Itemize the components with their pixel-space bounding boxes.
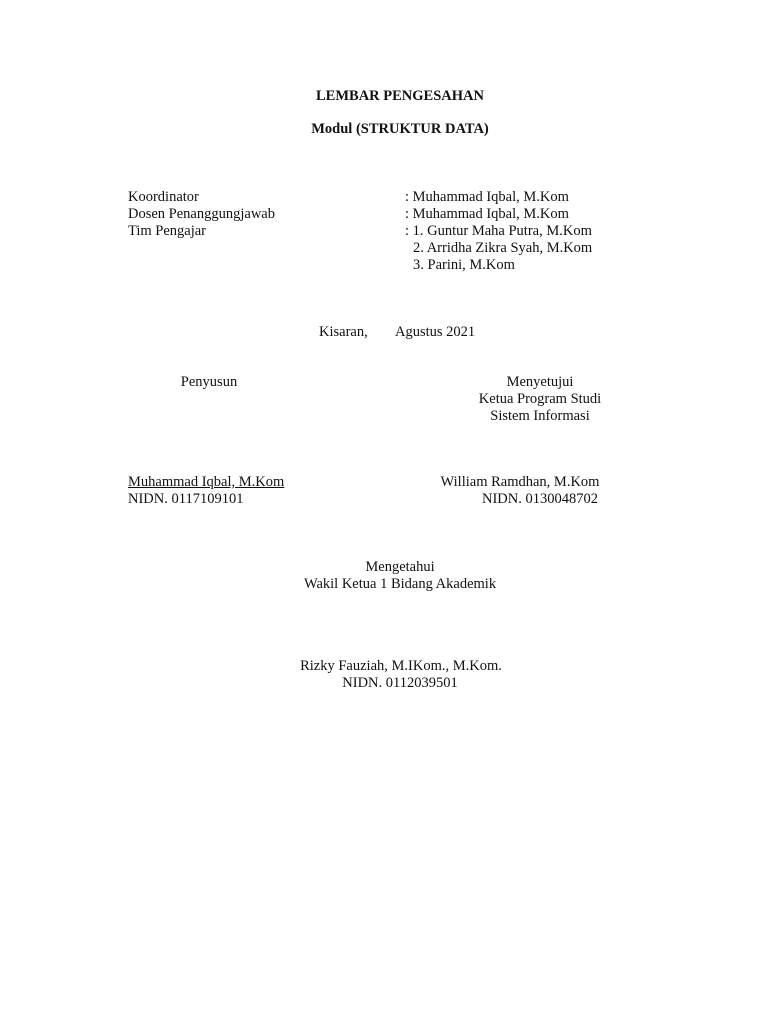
menyetujui-role: Menyetujui (506, 374, 574, 390)
penyusun-name: Muhammad Iqbal, M.Kom (128, 474, 285, 490)
document-title: LEMBAR PENGESAHAN (316, 88, 484, 104)
menyetujui-nidn: NIDN. 0130048702 (482, 491, 598, 507)
menyetujui-role-line3: Sistem Informasi (490, 408, 590, 424)
penyusun-nidn: NIDN. 0117109101 (128, 491, 244, 507)
dosen-label: Dosen Penanggungjawab (128, 206, 275, 222)
tim-member-3: 3. Parini, M.Kom (413, 257, 515, 273)
menyetujui-role-line2: Ketua Program Studi (478, 391, 602, 407)
tim-label: Tim Pengajar (128, 223, 207, 239)
place: Kisaran, (319, 324, 368, 340)
koordinator-value: : Muhammad Iqbal, M.Kom (405, 189, 569, 205)
mengetahui-role: Mengetahui (365, 559, 435, 575)
menyetujui-name: William Ramdhan, M.Kom (440, 474, 600, 490)
date: Agustus 2021 (395, 324, 476, 340)
koordinator-label: Koordinator (128, 189, 199, 205)
mengetahui-name: Rizky Fauziah, M.IKom., M.Kom. (300, 658, 502, 674)
tim-member-1: : 1. Guntur Maha Putra, M.Kom (405, 223, 592, 239)
penyusun-role: Penyusun (180, 374, 238, 390)
mengetahui-role-line2: Wakil Ketua 1 Bidang Akademik (303, 576, 497, 592)
tim-member-2: 2. Arridha Zikra Syah, M.Kom (413, 240, 593, 256)
document-subtitle: Modul (STRUKTUR DATA) (311, 121, 489, 137)
dosen-value: : Muhammad Iqbal, M.Kom (405, 206, 569, 222)
mengetahui-nidn: NIDN. 0112039501 (342, 675, 458, 691)
